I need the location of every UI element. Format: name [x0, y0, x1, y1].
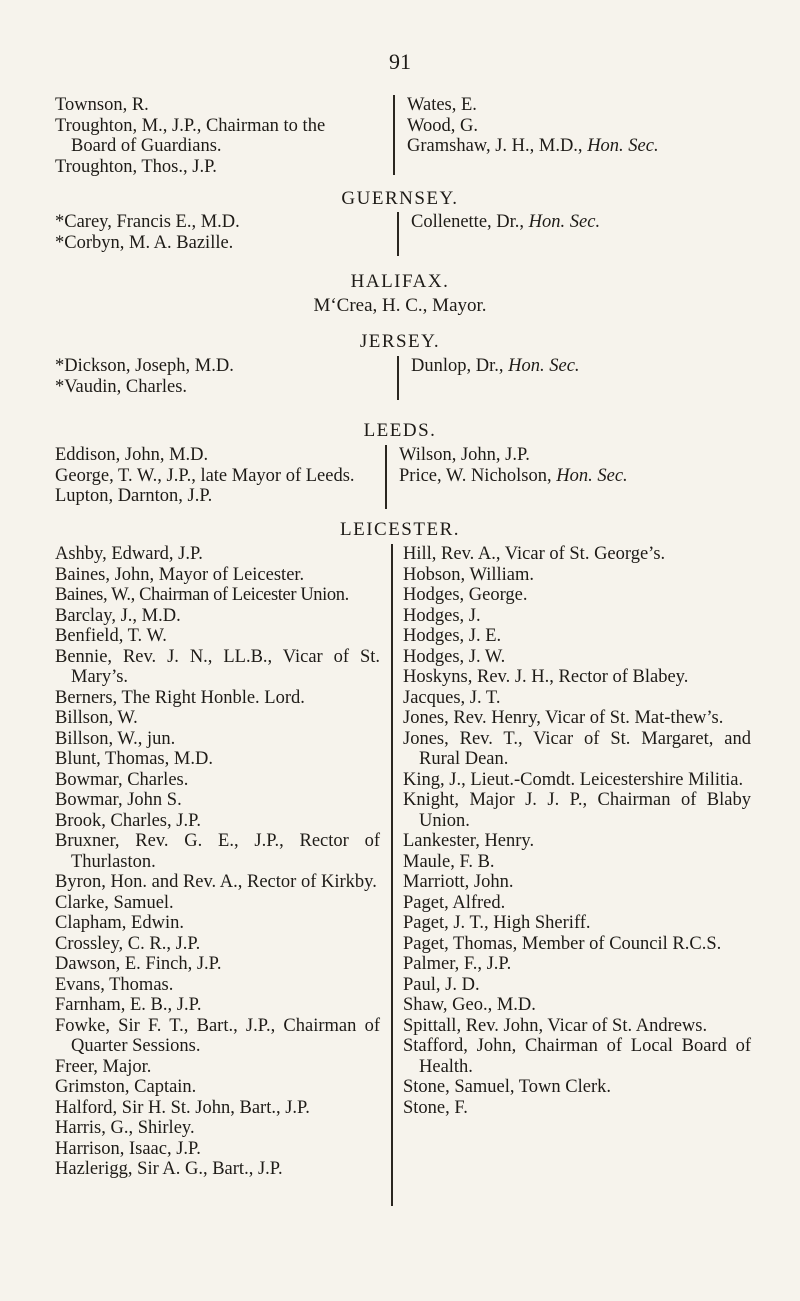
- leicester-left-column: [55, 544, 380, 1180]
- section-title-leicester: LEICESTER.: [339, 519, 461, 540]
- list-item: Hill, Rev. A., Vicar of St. George’s.: [403, 544, 666, 564]
- list-item: Hodges, J. W.: [403, 646, 506, 667]
- jersey-block: [55, 356, 755, 402]
- list-item: Paget, Alfred.: [403, 892, 506, 913]
- list-item: Marriott, John.: [403, 872, 514, 892]
- leeds-block: [55, 445, 755, 511]
- jersey-left-column: [55, 356, 375, 397]
- halifax-line: M‘Crea, H. C., Mayor.: [313, 295, 487, 316]
- list-item: Bowmar, John S.: [55, 790, 182, 810]
- list-item: Paget, J. T., High Sheriff.: [403, 913, 591, 933]
- list-item: *Carey, Francis E., M.D.: [55, 212, 240, 232]
- top-right-column: [393, 95, 747, 175]
- list-item: Grimston, Captain.: [55, 1077, 197, 1097]
- list-item: Maule, F. B.: [403, 851, 495, 872]
- list-item: *Vaudin, Charles.: [55, 376, 188, 397]
- section-title-jersey: JERSEY.: [359, 331, 441, 352]
- list-item: Hazlerigg, Sir A. G., Bart., J.P.: [55, 1159, 283, 1179]
- leeds-left-column: [55, 445, 385, 507]
- list-item: Collenette, Dr., Hon. Sec.: [411, 212, 601, 232]
- list-item: Wood, G.: [407, 115, 478, 136]
- list-item: Hobson, William.: [403, 564, 534, 585]
- list-item: Harris, G., Shirley.: [55, 1118, 195, 1138]
- section-title-halifax: HALIFAX.: [350, 271, 450, 292]
- jersey-right-column: [397, 356, 751, 400]
- list-item: Jones, Rev. Henry, Vicar of St. Mat-thew’s.: [403, 708, 724, 728]
- list-item: Byron, Hon. and Rev. A., Rector of Kirkby.: [55, 872, 377, 892]
- leicester-block: [55, 544, 765, 1214]
- list-item: Clapham, Edwin.: [55, 913, 184, 933]
- list-item: Lankester, Henry.: [403, 831, 535, 851]
- top-left-column: [55, 95, 380, 177]
- guernsey-block: [55, 212, 755, 258]
- list-item: Clarke, Samuel.: [55, 892, 174, 913]
- list-item: Paul, J. D.: [403, 974, 480, 995]
- list-item: Benfield, T. W.: [55, 626, 167, 646]
- list-item: Gramshaw, J. H., M.D., Hon. Sec.: [407, 136, 659, 156]
- list-item: King, J., Lieut.-Comdt. Leicestershire Militia.: [403, 769, 744, 790]
- section-title-guernsey: GUERNSEY.: [341, 188, 459, 209]
- list-item: Brook, Charles, J.P.: [55, 810, 201, 831]
- list-item: Hoskyns, Rev. J. H., Rector of Blabey.: [403, 667, 689, 687]
- list-item: Farnham, E. B., J.P.: [55, 995, 202, 1015]
- list-item: Jones, Rev. T., Vicar of St. Margaret, and Rural Dean.: [403, 728, 751, 769]
- list-item: Eddison, John, M.D.: [55, 445, 209, 465]
- list-item: Billson, W., jun.: [55, 728, 176, 749]
- list-item: Stone, Samuel, Town Clerk.: [403, 1077, 612, 1097]
- list-item: Wilson, John, J.P.: [399, 445, 530, 465]
- leicester-right-column: [391, 544, 751, 1206]
- list-item: Berners, The Right Honble. Lord.: [55, 687, 305, 708]
- list-item: Bruxner, Rev. G. E., J.P., Rector of Thurlaston.: [55, 831, 380, 872]
- list-item: Hodges, J.: [403, 605, 481, 626]
- list-item: Baines, W., Chairman of Leicester Union.: [55, 585, 349, 605]
- list-item: Bowmar, Charles.: [55, 769, 189, 790]
- page-number: 91: [389, 49, 411, 74]
- list-item: Halford, Sir H. St. John, Bart., J.P.: [55, 1097, 310, 1118]
- guernsey-right-column: [397, 212, 751, 256]
- list-item: Billson, W.: [55, 708, 138, 728]
- list-item: Hodges, George.: [403, 585, 528, 605]
- list-item: Freer, Major.: [55, 1056, 152, 1077]
- list-item: Jacques, J. T.: [403, 687, 501, 708]
- list-item: Board of Guardians.: [71, 136, 222, 156]
- list-item: Townson, R.: [55, 95, 149, 115]
- list-item: Lupton, Darnton, J.P.: [55, 486, 213, 506]
- list-item: *Dickson, Joseph, M.D.: [55, 356, 234, 376]
- list-item: George, T. W., J.P., late Mayor of Leeds.: [55, 465, 355, 486]
- guernsey-left-column: [55, 212, 375, 253]
- list-item: Baines, John, Mayor of Leicester.: [55, 564, 305, 585]
- top-block: [55, 95, 755, 185]
- section-title-leeds: LEEDS.: [363, 420, 437, 441]
- list-item: Bennie, Rev. J. N., LL.B., Vicar of St. Mary’s.: [55, 646, 380, 687]
- list-item: Evans, Thomas.: [55, 974, 174, 995]
- list-item: Dunlop, Dr., Hon. Sec.: [411, 356, 580, 376]
- list-item: Paget, Thomas, Member of Council R.C.S.: [403, 933, 722, 954]
- list-item: Dawson, E. Finch, J.P.: [55, 954, 222, 974]
- list-item: Ashby, Edward, J.P.: [55, 544, 203, 564]
- list-item: Harrison, Isaac, J.P.: [55, 1138, 201, 1159]
- list-item: Shaw, Geo., M.D.: [403, 995, 536, 1015]
- list-item: Hodges, J. E.: [403, 626, 502, 646]
- list-item: Troughton, Thos., J.P.: [55, 156, 217, 177]
- list-item: Palmer, F., J.P.: [403, 954, 512, 974]
- leeds-right-column: [385, 445, 749, 509]
- list-item: Fowke, Sir F. T., Bart., J.P., Chairman of Quarter Sessions.: [55, 1015, 380, 1056]
- list-item: Crossley, C. R., J.P.: [55, 933, 201, 954]
- list-item: Price, W. Nicholson, Hon. Sec.: [399, 465, 628, 486]
- list-item: *Corbyn, M. A. Bazille.: [55, 232, 234, 253]
- list-item: Stone, F.: [403, 1097, 468, 1118]
- list-item: Barclay, J., M.D.: [55, 605, 181, 626]
- list-item: Blunt, Thomas, M.D.: [55, 749, 213, 769]
- list-item: Spittall, Rev. John, Vicar of St. Andrews.: [403, 1015, 708, 1036]
- list-item: Troughton, M., J.P., Chairman to the: [55, 115, 326, 136]
- list-item: Wates, E.: [407, 95, 477, 115]
- list-item: Stafford, John, Chairman of Local Board of Health.: [403, 1036, 751, 1077]
- list-item: Knight, Major J. J. P., Chairman of Blaby Union.: [403, 790, 751, 831]
